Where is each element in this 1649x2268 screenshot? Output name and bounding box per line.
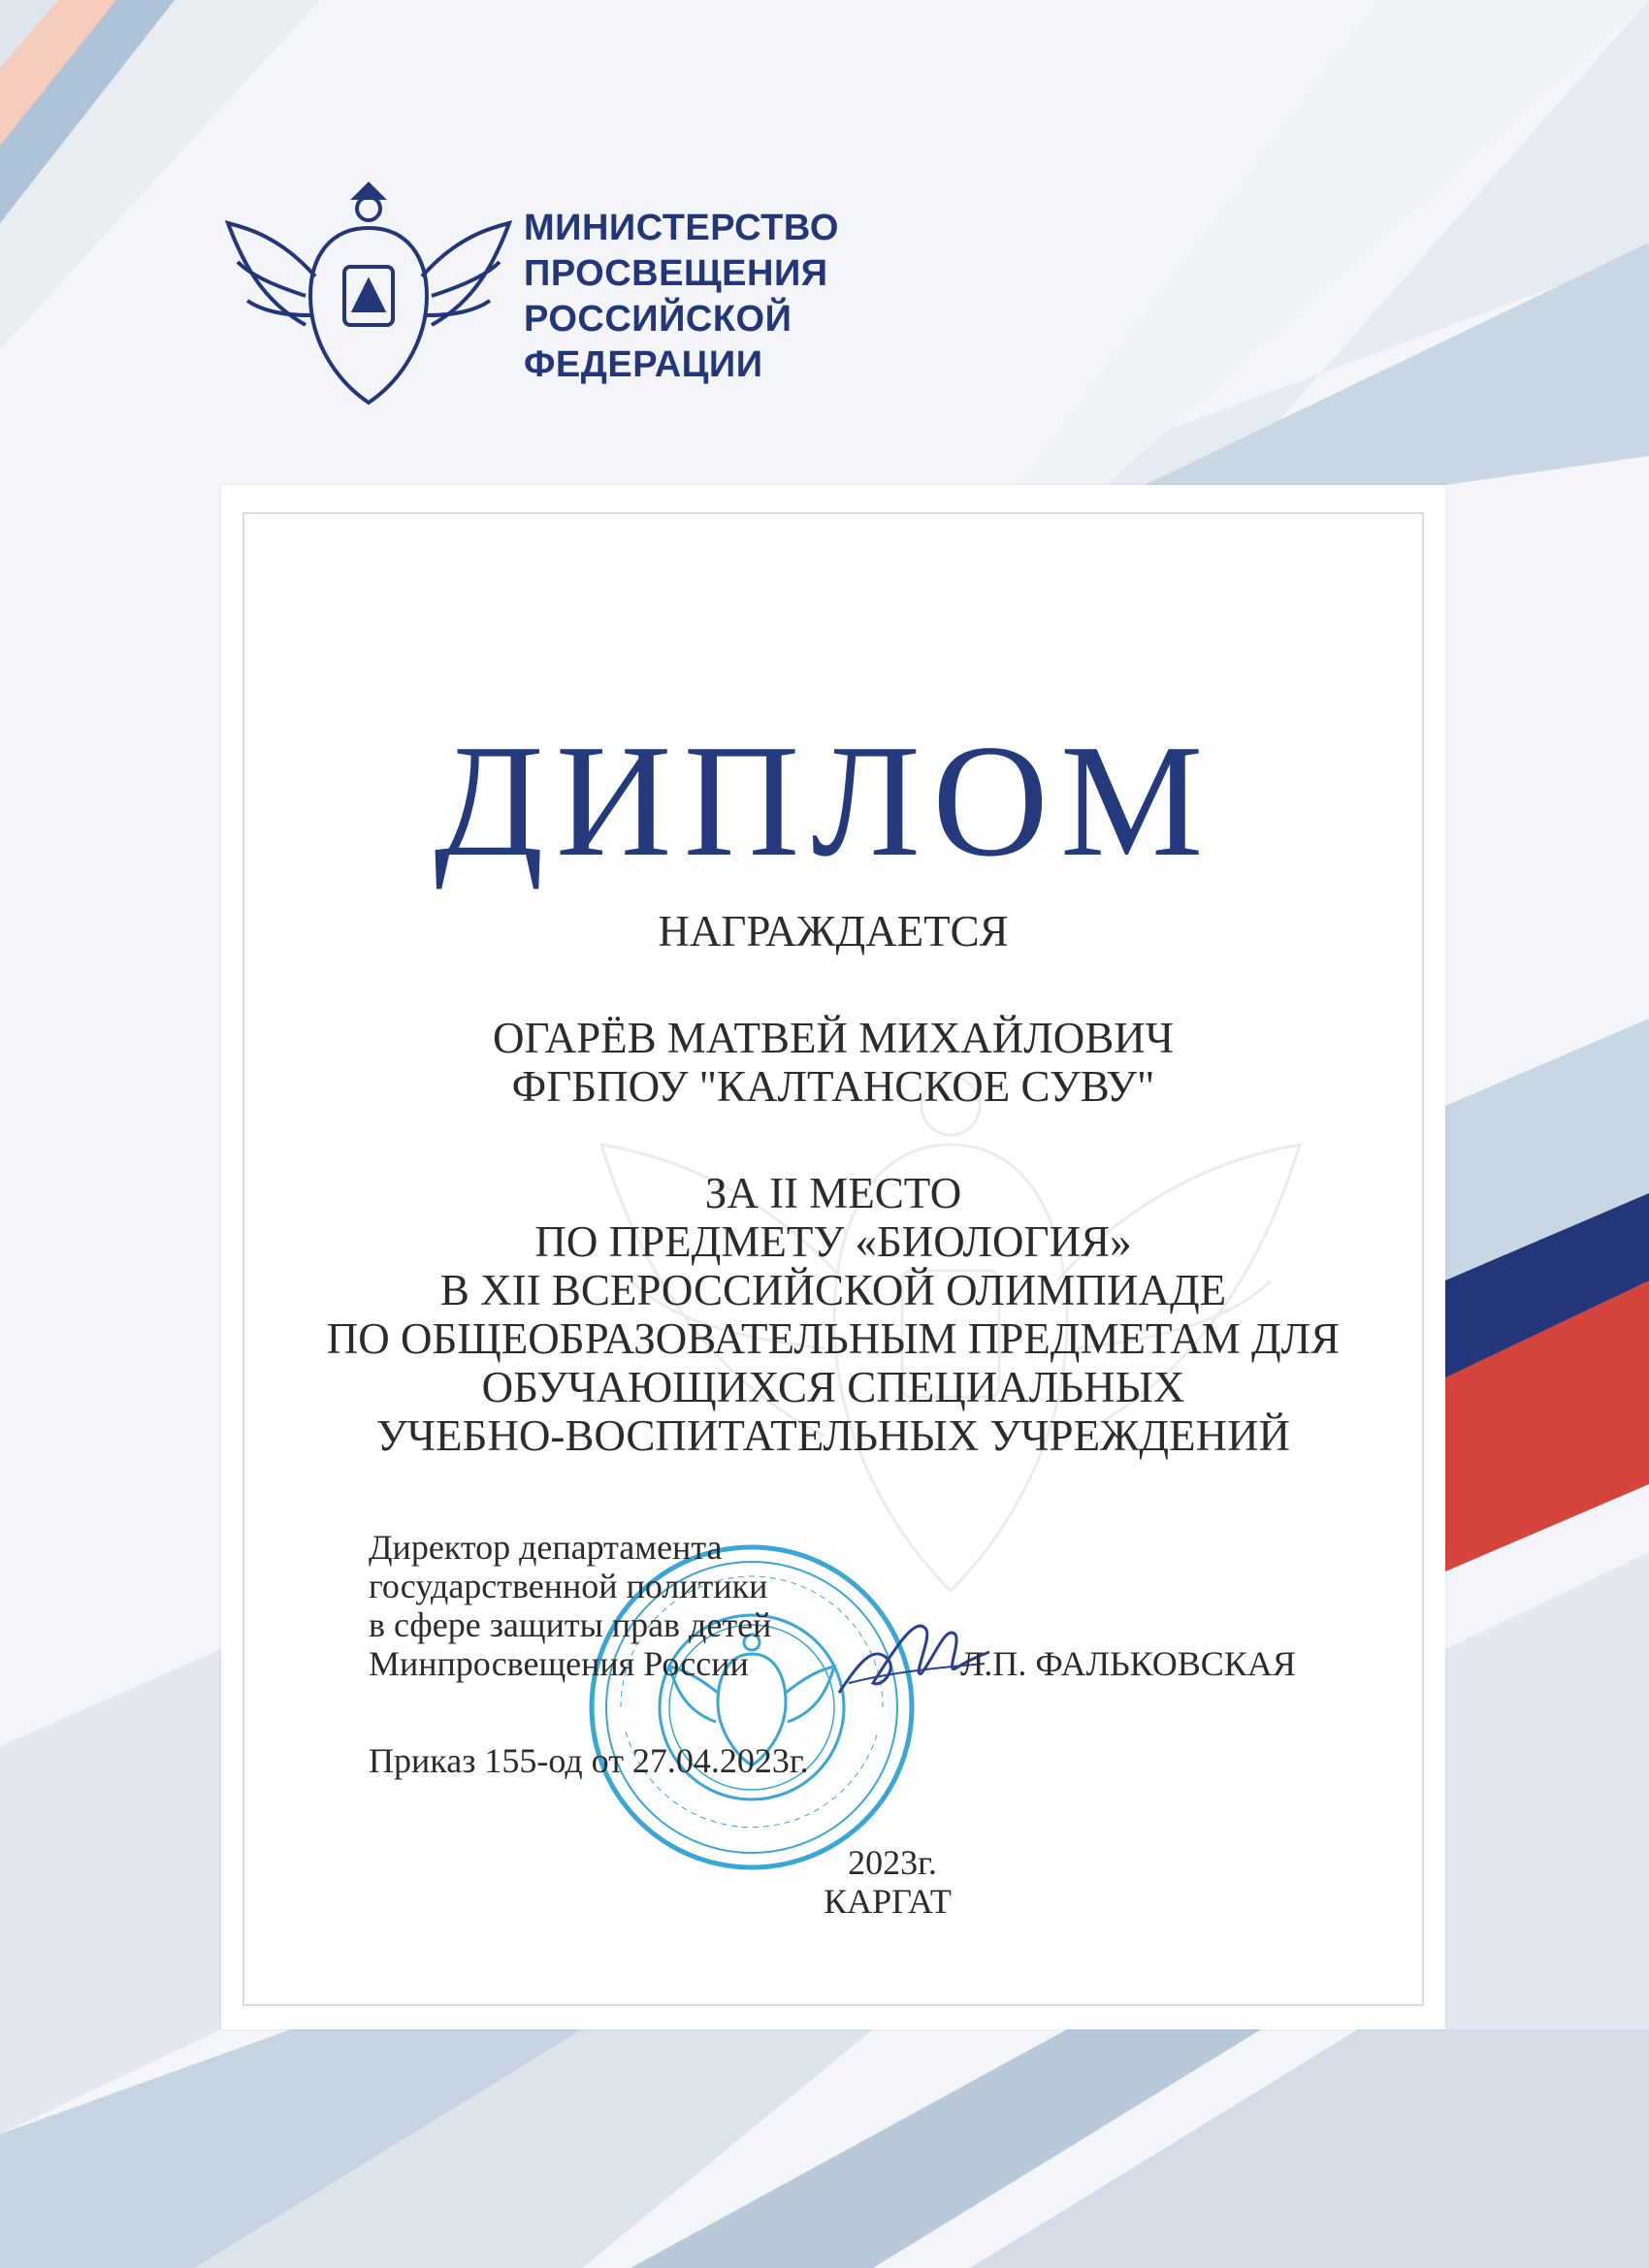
achievement-line: ПО ОБЩЕОБРАЗОВАТЕЛЬНЫМ ПРЕДМЕТАМ ДЛЯ — [326, 1314, 1341, 1363]
position-line: Минпросвещения России — [369, 1644, 749, 1683]
achievement-line: УЧЕБНО-ВОСПИТАТЕЛЬНЫХ УЧРЕЖДЕНИЙ — [375, 1411, 1291, 1460]
signature-position — [369, 1528, 771, 1683]
emblem-logo-icon — [223, 170, 514, 412]
position-line: государственной политики — [369, 1567, 768, 1605]
ministry-line: МИНИСТЕРСТВО — [524, 208, 839, 248]
ministry-line: РОССИЙСКОЙ — [524, 299, 792, 340]
diploma-title: ДИПЛОМ — [434, 711, 1215, 890]
signer-name: Л.П. ФАЛЬКОВСКАЯ — [960, 1644, 1296, 1683]
achievement-line: ПО ПРЕДМЕТУ «БИОЛОГИЯ» — [534, 1217, 1132, 1266]
issue-year: 2023г. — [848, 1843, 937, 1882]
ministry-name — [524, 206, 839, 388]
order-reference: Приказ 155-од от 27.04.2023г. — [369, 1741, 809, 1780]
ministry-line: ФЕДЕРАЦИИ — [524, 344, 763, 385]
recipient-org: ФГБПОУ "КАЛТАНСКОЕ СУВУ" — [511, 1062, 1155, 1111]
position-line: в сфере защиты прав детей — [369, 1605, 772, 1644]
achievement-line: ОБУЧАЮЩИХСЯ СПЕЦИАЛЬНЫХ — [481, 1363, 1185, 1411]
awarded-label: НАГРАЖДАЕТСЯ — [658, 907, 1009, 956]
issue-city: КАРГАТ — [824, 1882, 952, 1921]
position-line: Директор департамента — [369, 1528, 723, 1567]
achievement-line: ЗА II МЕСТО — [704, 1169, 962, 1217]
ministry-line: ПРОСВЕЩЕНИЯ — [524, 253, 828, 294]
recipient-name: ОГАРЁВ МАТВЕЙ МИХАЙЛОВИЧ — [493, 1014, 1174, 1062]
achievement-line: В XII ВСЕРОССИЙСКОЙ ОЛИМПИАДЕ — [439, 1266, 1227, 1314]
